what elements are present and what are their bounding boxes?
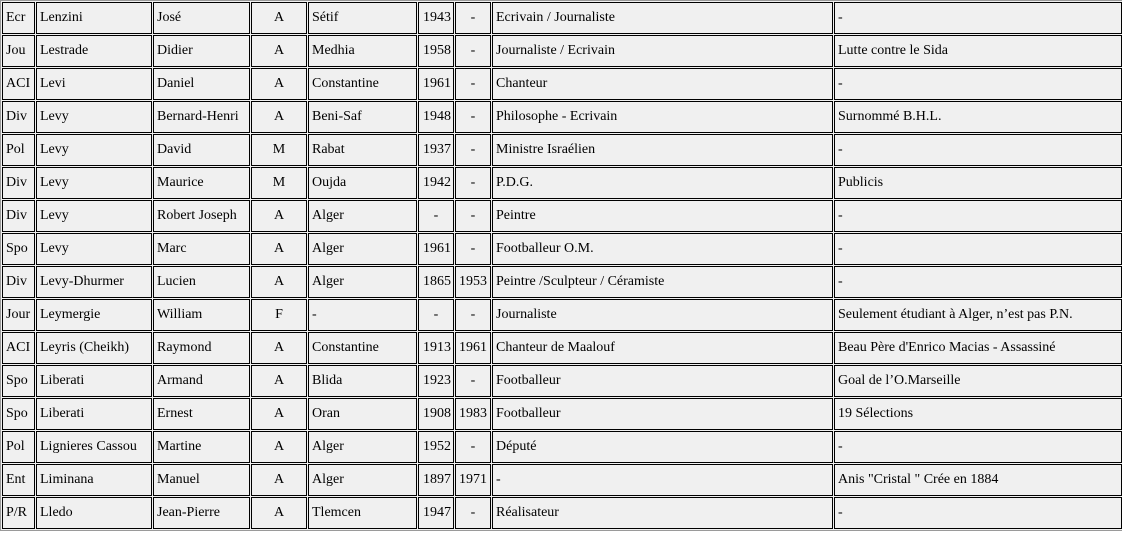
- last-name-cell: Lledo: [36, 497, 152, 529]
- category-cell: P/R: [2, 497, 35, 529]
- remark-cell: Anis "Cristal " Crée en 1884: [834, 464, 1122, 496]
- type-cell: A: [251, 101, 307, 133]
- table-row: [2, 200, 1122, 232]
- type-cell: M: [251, 167, 307, 199]
- birth-year-cell: 1943: [418, 2, 454, 34]
- first-name-cell: Maurice: [153, 167, 250, 199]
- last-name-cell: Liminana: [36, 464, 152, 496]
- profession-cell: P.D.G.: [492, 167, 833, 199]
- profession-cell: Chanteur de Maalouf: [492, 332, 833, 364]
- category-cell: Pol: [2, 134, 35, 166]
- last-name-cell: Levy: [36, 101, 152, 133]
- birthplace-cell: Oujda: [308, 167, 417, 199]
- remark-cell: Goal de l’O.Marseille: [834, 365, 1122, 397]
- first-name-cell: Didier: [153, 35, 250, 67]
- death-year-cell: 1971: [455, 464, 491, 496]
- birthplace-cell: -: [308, 299, 417, 331]
- remark-cell: -: [834, 233, 1122, 265]
- table-row: [2, 299, 1122, 331]
- last-name-cell: Liberati: [36, 398, 152, 430]
- table-row: [2, 35, 1122, 67]
- table-row: [2, 431, 1122, 463]
- death-year-cell: -: [455, 299, 491, 331]
- remark-cell: -: [834, 266, 1122, 298]
- profession-cell: Peintre /Sculpteur / Céramiste: [492, 266, 833, 298]
- first-name-cell: David: [153, 134, 250, 166]
- birth-year-cell: 1948: [418, 101, 454, 133]
- death-year-cell: 1961: [455, 332, 491, 364]
- remark-cell: -: [834, 68, 1122, 100]
- type-cell: F: [251, 299, 307, 331]
- type-cell: A: [251, 365, 307, 397]
- first-name-cell: Jean-Pierre: [153, 497, 250, 529]
- death-year-cell: -: [455, 365, 491, 397]
- death-year-cell: -: [455, 167, 491, 199]
- birthplace-cell: Beni-Saf: [308, 101, 417, 133]
- birthplace-cell: Alger: [308, 431, 417, 463]
- profession-cell: -: [492, 464, 833, 496]
- last-name-cell: Leyris (Cheikh): [36, 332, 152, 364]
- category-cell: Jou: [2, 35, 35, 67]
- category-cell: Spo: [2, 233, 35, 265]
- birthplace-cell: Tlemcen: [308, 497, 417, 529]
- type-cell: A: [251, 497, 307, 529]
- birthplace-cell: Alger: [308, 266, 417, 298]
- category-cell: Pol: [2, 431, 35, 463]
- first-name-cell: Bernard-Henri: [153, 101, 250, 133]
- birthplace-cell: Oran: [308, 398, 417, 430]
- last-name-cell: Lignieres Cassou: [36, 431, 152, 463]
- profession-cell: Footballeur: [492, 365, 833, 397]
- category-cell: Ecr: [2, 2, 35, 34]
- first-name-cell: Robert Joseph: [153, 200, 250, 232]
- death-year-cell: -: [455, 134, 491, 166]
- category-cell: Spo: [2, 398, 35, 430]
- birthplace-cell: Medhia: [308, 35, 417, 67]
- birth-year-cell: 1947: [418, 497, 454, 529]
- first-name-cell: Lucien: [153, 266, 250, 298]
- first-name-cell: Armand: [153, 365, 250, 397]
- birth-year-cell: 1942: [418, 167, 454, 199]
- category-cell: ACI: [2, 68, 35, 100]
- table-row: [2, 134, 1122, 166]
- type-cell: A: [251, 398, 307, 430]
- type-cell: A: [251, 68, 307, 100]
- birth-year-cell: 1913: [418, 332, 454, 364]
- birth-year-cell: 1923: [418, 365, 454, 397]
- table-row: [2, 497, 1122, 529]
- last-name-cell: Lenzini: [36, 2, 152, 34]
- remark-cell: Publicis: [834, 167, 1122, 199]
- death-year-cell: -: [455, 68, 491, 100]
- remark-cell: -: [834, 200, 1122, 232]
- category-cell: Div: [2, 167, 35, 199]
- category-cell: Div: [2, 101, 35, 133]
- birth-year-cell: -: [418, 299, 454, 331]
- birthplace-cell: Alger: [308, 464, 417, 496]
- type-cell: A: [251, 233, 307, 265]
- birth-year-cell: 1865: [418, 266, 454, 298]
- birthplace-cell: Blida: [308, 365, 417, 397]
- category-cell: Jour: [2, 299, 35, 331]
- birthplace-cell: Constantine: [308, 68, 417, 100]
- remark-cell: -: [834, 134, 1122, 166]
- remark-cell: Lutte contre le Sida: [834, 35, 1122, 67]
- category-cell: Div: [2, 266, 35, 298]
- birth-year-cell: 1958: [418, 35, 454, 67]
- last-name-cell: Liberati: [36, 365, 152, 397]
- remark-cell: -: [834, 431, 1122, 463]
- table-row: [2, 398, 1122, 430]
- birth-year-cell: 1961: [418, 68, 454, 100]
- death-year-cell: 1983: [455, 398, 491, 430]
- last-name-cell: Leymergie: [36, 299, 152, 331]
- death-year-cell: -: [455, 233, 491, 265]
- category-cell: Div: [2, 200, 35, 232]
- first-name-cell: Raymond: [153, 332, 250, 364]
- death-year-cell: -: [455, 101, 491, 133]
- first-name-cell: William: [153, 299, 250, 331]
- last-name-cell: Levy: [36, 134, 152, 166]
- type-cell: A: [251, 464, 307, 496]
- type-cell: A: [251, 266, 307, 298]
- type-cell: A: [251, 431, 307, 463]
- table-row: [2, 233, 1122, 265]
- table-row: [2, 68, 1122, 100]
- table-row: [2, 101, 1122, 133]
- birth-year-cell: 1908: [418, 398, 454, 430]
- last-name-cell: Levi: [36, 68, 152, 100]
- table-row: [2, 2, 1122, 34]
- profession-cell: Journaliste / Ecrivain: [492, 35, 833, 67]
- profession-cell: Journaliste: [492, 299, 833, 331]
- birthplace-cell: Alger: [308, 233, 417, 265]
- death-year-cell: -: [455, 431, 491, 463]
- table-row: [2, 464, 1122, 496]
- first-name-cell: Marc: [153, 233, 250, 265]
- remark-cell: Beau Père d'Enrico Macias - Assassiné: [834, 332, 1122, 364]
- profession-cell: Footballeur: [492, 398, 833, 430]
- table-row: [2, 365, 1122, 397]
- remark-cell: Surnommé B.H.L.: [834, 101, 1122, 133]
- category-cell: Ent: [2, 464, 35, 496]
- death-year-cell: 1953: [455, 266, 491, 298]
- last-name-cell: Levy-Dhurmer: [36, 266, 152, 298]
- category-cell: Spo: [2, 365, 35, 397]
- profession-cell: Ministre Israélien: [492, 134, 833, 166]
- first-name-cell: Daniel: [153, 68, 250, 100]
- remark-cell: -: [834, 497, 1122, 529]
- category-cell: ACI: [2, 332, 35, 364]
- first-name-cell: José: [153, 2, 250, 34]
- table-row: [2, 266, 1122, 298]
- birth-year-cell: 1937: [418, 134, 454, 166]
- birth-year-cell: 1961: [418, 233, 454, 265]
- profession-cell: Footballeur O.M.: [492, 233, 833, 265]
- birthplace-cell: Alger: [308, 200, 417, 232]
- remark-cell: 19 Sélections: [834, 398, 1122, 430]
- birth-year-cell: 1897: [418, 464, 454, 496]
- birthplace-cell: Rabat: [308, 134, 417, 166]
- profession-cell: Chanteur: [492, 68, 833, 100]
- type-cell: A: [251, 2, 307, 34]
- first-name-cell: Ernest: [153, 398, 250, 430]
- death-year-cell: -: [455, 35, 491, 67]
- last-name-cell: Levy: [36, 167, 152, 199]
- table-body: [2, 2, 1122, 529]
- table-row: [2, 167, 1122, 199]
- type-cell: A: [251, 35, 307, 67]
- type-cell: A: [251, 332, 307, 364]
- profession-cell: Ecrivain / Journaliste: [492, 2, 833, 34]
- first-name-cell: Manuel: [153, 464, 250, 496]
- table-row: [2, 332, 1122, 364]
- birth-year-cell: -: [418, 200, 454, 232]
- first-name-cell: Martine: [153, 431, 250, 463]
- profession-cell: Député: [492, 431, 833, 463]
- last-name-cell: Levy: [36, 233, 152, 265]
- birthplace-cell: Constantine: [308, 332, 417, 364]
- profession-cell: Philosophe - Ecrivain: [492, 101, 833, 133]
- remark-cell: Seulement étudiant à Alger, n’est pas P.N.: [834, 299, 1122, 331]
- death-year-cell: -: [455, 200, 491, 232]
- birth-year-cell: 1952: [418, 431, 454, 463]
- type-cell: M: [251, 134, 307, 166]
- last-name-cell: Lestrade: [36, 35, 152, 67]
- birthplace-cell: Sétif: [308, 2, 417, 34]
- death-year-cell: -: [455, 497, 491, 529]
- death-year-cell: -: [455, 2, 491, 34]
- profession-cell: Réalisateur: [492, 497, 833, 529]
- remark-cell: -: [834, 2, 1122, 34]
- last-name-cell: Levy: [36, 200, 152, 232]
- type-cell: A: [251, 200, 307, 232]
- profession-cell: Peintre: [492, 200, 833, 232]
